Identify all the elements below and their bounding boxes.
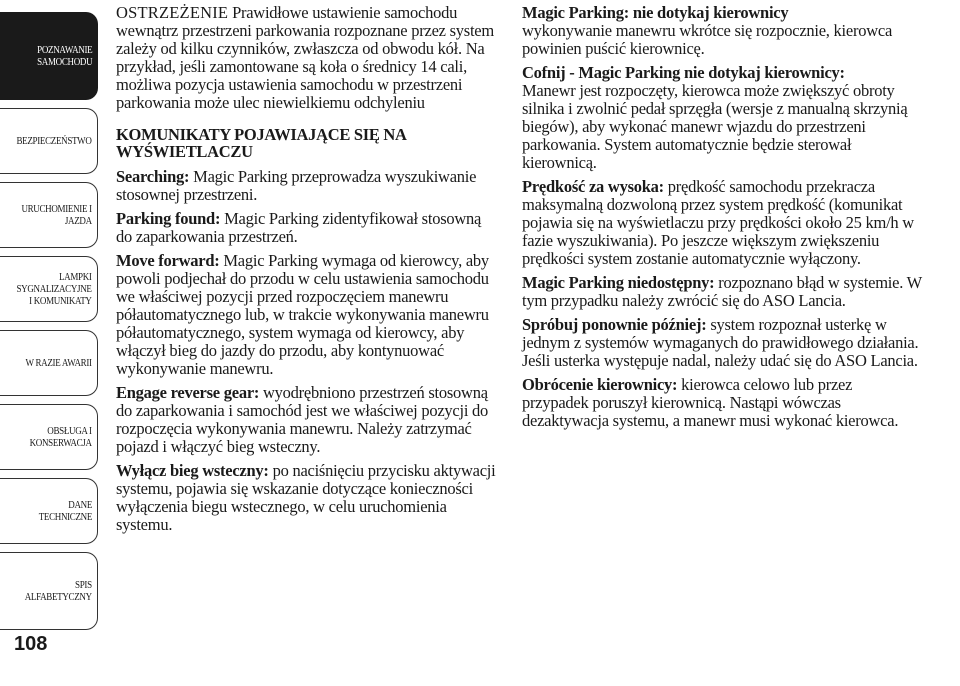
tab-label: W RAZIE AWARII xyxy=(25,357,92,369)
warning-paragraph xyxy=(116,4,496,112)
message-term: Parking found: xyxy=(116,209,221,228)
left-column xyxy=(116,4,496,540)
message-item xyxy=(116,252,496,378)
message-item xyxy=(116,384,496,456)
message-text: po naciśnięciu przycisku aktywacji systemu, pojawia się wskazanie dotyczące konieczności wyłączenia biegu wstecznego, w celu uruchomienia systemu. xyxy=(116,461,496,534)
message-term: Spróbuj ponownie później: xyxy=(522,315,707,334)
message-term: Prędkość za wysoka: xyxy=(522,177,664,196)
warning-label: OSTRZEŻENIE xyxy=(116,3,229,22)
tab-label: OBSŁUGA I KONSERWACJA xyxy=(29,425,92,449)
tab-label: DANE TECHNICZNE xyxy=(38,499,92,523)
message-item xyxy=(522,274,922,310)
message-item xyxy=(522,376,922,430)
message-term: Magic Parking: nie dotykaj kierownicy xyxy=(522,3,789,22)
message-text: rozpoznano błąd w systemie. W tym przypadku należy zwrócić się do ASO Lancia. xyxy=(522,273,922,310)
tab-uruchomienie-i-jazda[interactable] xyxy=(0,182,98,248)
page-number: 108 xyxy=(14,633,48,655)
tab-label: SPIS ALFABETYCZNY xyxy=(24,579,92,603)
tab-poznawanie-samochodu[interactable] xyxy=(0,12,98,100)
tab-label: LAMPKI SYGNALIZACYJNE I KOMUNIKATY xyxy=(16,271,92,307)
message-term: Searching: xyxy=(116,167,190,186)
tab-label: URUCHOMIENIE I JAZDA xyxy=(21,203,92,227)
message-term: Wyłącz bieg wsteczny: xyxy=(116,461,269,480)
message-item xyxy=(522,316,922,370)
message-item xyxy=(522,4,922,58)
message-text: kierowca celowo lub przez przypadek poruszył kierownicą. Nastąpi wówczas dezaktywacja systemu, a manewr musi wykonać kierowca. xyxy=(522,375,899,430)
right-column xyxy=(522,4,922,436)
tab-bezpieczenstwo[interactable] xyxy=(0,108,98,174)
message-text: Magic Parking wymaga od kierowcy, aby powoli podjechał do przodu w celu ustawienia samochodu we właściwej pozycji przed rozpoczęciem manewru półautomatycznego lub, w trakcie wykonywania manewru półautomatycznego, system wymaga od kierowcy, aby włączył bieg do jazdy do przodu, aby kontynuować wykonywanie manewru. xyxy=(116,251,489,378)
message-text: system rozpoznał usterkę w jednym z systemów wymaganych do prawidłowego działania. Jeśli usterka występuje nadal, należy udać się do ASO Lancia. xyxy=(522,315,919,370)
message-item xyxy=(116,168,496,204)
message-term: Magic Parking niedostępny: xyxy=(522,273,715,292)
message-item xyxy=(116,210,496,246)
chapter-sidebar xyxy=(0,0,102,686)
tab-dane-techniczne[interactable] xyxy=(0,478,98,544)
message-item xyxy=(116,462,496,534)
message-term: Obrócenie kierownicy: xyxy=(522,375,678,394)
message-term: Cofnij - Magic Parking nie dotykaj kierownicy: xyxy=(522,63,845,82)
message-text: Magic Parking przeprowadza wyszukiwanie stosownej przestrzeni. xyxy=(116,167,477,204)
message-item xyxy=(522,64,922,172)
message-text: prędkość samochodu przekracza maksymalną dozwoloną przez system prędkość (komunikat pojawia się na wyświetlaczu przy prędkości około 25 km/h w fazie wyszukiwania). Po jeszcze większym zwiększeniu prędkości system zostanie automatycznie wyłączony. xyxy=(522,177,914,268)
warning-text: Prawidłowe ustawienie samochodu wewnątrz przestrzeni parkowania rozpoznane przez system zależy od kilku czynników, zwłaszcza od obwodu kół. Na przykład, jeśli zamontowane są koła o średnicy 14 cali, możliwa pozycja ustawienia samochodu w przestrzeni parkowania może ulec niewielkiemu odchyleniu xyxy=(116,3,494,112)
section-heading: KOMUNIKATY POJAWIAJĄCE SIĘ NA WYŚWIETLACZU xyxy=(116,125,406,161)
message-text: Manewr jest rozpoczęty, kierowca może zwiększyć obroty silnika i zwolnić pedał sprzęgła (wersje z manualną skrzynią biegów), aby wykonać manewr wjazdu do przestrzeni parkowania. System automatycznie będzie sterował kierownicą. xyxy=(522,81,908,172)
message-text: wyodrębniono przestrzeń stosowną do zaparkowania i samochód jest we właściwej pozycji do rozpoczęcia wykonywania manewru. Należy zatrzymać pojazd i włączyć bieg wsteczny. xyxy=(116,383,489,456)
tab-w-razie-awarii[interactable] xyxy=(0,330,98,396)
tab-label: BEZPIECZEŃSTWO xyxy=(16,135,92,147)
message-term: Engage reverse gear: xyxy=(116,383,260,402)
tab-obsluga-i-konserwacja[interactable] xyxy=(0,404,98,470)
message-text: wykonywanie manewru wkrótce się rozpocznie, kierowca powinien puścić kierownicę. xyxy=(522,21,893,58)
message-text: Magic Parking zidentyfikował stosowną do zaparkowania przestrzeń. xyxy=(116,209,482,246)
tab-spis-alfabetyczny[interactable] xyxy=(0,552,98,630)
message-term: Move forward: xyxy=(116,251,220,270)
tab-label: POZNAWANIE SAMOCHODU xyxy=(36,44,92,68)
message-item xyxy=(522,178,922,268)
tab-lampki-sygnalizacyjne[interactable] xyxy=(0,256,98,322)
